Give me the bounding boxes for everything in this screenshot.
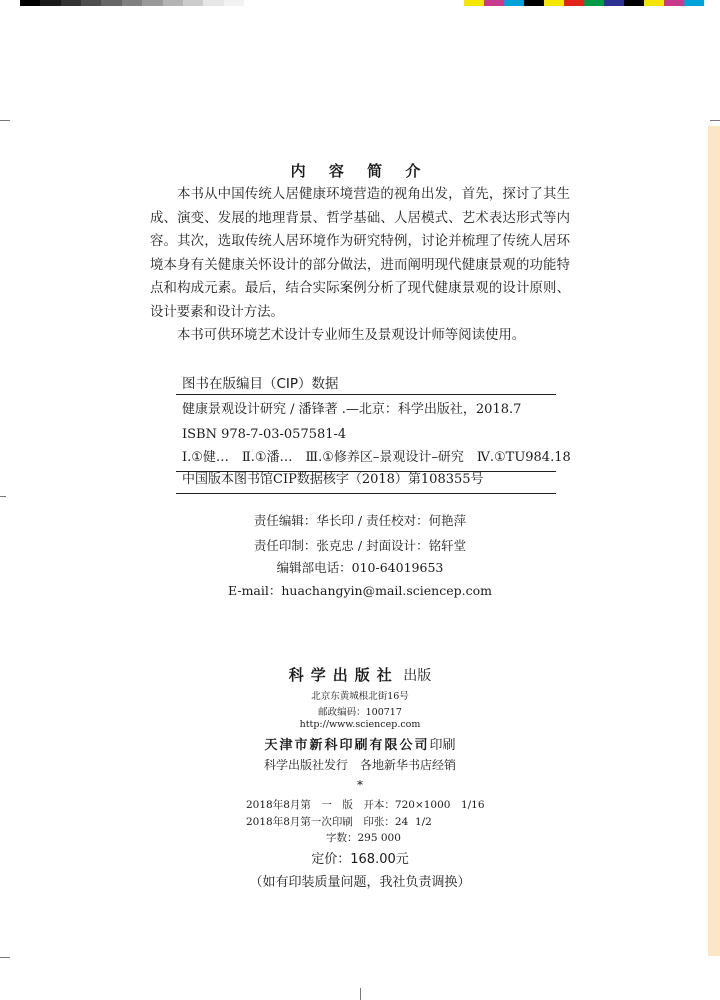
crop-mark — [360, 988, 361, 1000]
printer-suffix: 印刷 — [429, 738, 456, 753]
color-registration-bar — [464, 0, 704, 6]
color-swatch — [604, 0, 624, 6]
gray-swatch — [20, 0, 40, 6]
cip-title: 图书在版编目（CIP）数据 — [182, 376, 339, 392]
crop-mark — [0, 957, 10, 958]
editorial-phone: 编辑部电话：010-64019653 — [276, 560, 444, 575]
publisher-postcode: 邮政编码：100717 — [318, 707, 402, 718]
publisher-suffix: 出版 — [403, 668, 432, 684]
abstract-title: 内 容 简 介 — [290, 162, 430, 180]
printer-name: 天津市新科印刷有限公司 — [264, 738, 430, 753]
crop-mark — [710, 120, 720, 121]
color-swatch — [664, 0, 684, 6]
quality-notice: （如有印装质量问题，我社负责调换） — [249, 875, 471, 890]
publisher-logo: 科学出版社 — [288, 666, 399, 684]
abstract-paragraph: 本书从中国传统人居健康环境营造的视角出发，首先，探讨了其生成、演变、发展的地理背景、哲学基础、人居模式、艺术表达形式等内容。其次，选取传统人居环境作为研究特例，讨论并梳理了传统人居环境本身有关健康关怀设计的部分做法，进而阐明现代健康景观的功能特点和构成元素。最后，结合实际案例分析了现代健康景观的设计原则、设计要素和设计方法。 — [150, 187, 570, 320]
color-swatch — [564, 0, 584, 6]
color-swatch — [644, 0, 664, 6]
responsible-print-design: 责任印制：张克忠 / 封面设计：铭轩堂 — [253, 538, 467, 553]
gray-swatch — [81, 0, 101, 6]
gray-swatch — [101, 0, 121, 6]
cip-line: Ⅰ.①健… Ⅱ.①潘… Ⅲ.①修养区–景观设计–研究 Ⅳ.①TU984.18 — [182, 450, 571, 465]
gray-swatch — [61, 0, 81, 6]
color-swatch — [584, 0, 604, 6]
price: 定价：168.00元 — [311, 852, 409, 867]
color-swatch — [504, 0, 524, 6]
abstract-body — [150, 183, 570, 348]
publisher-address: 北京东黄城根北街16号 — [311, 691, 409, 702]
gray-swatch — [142, 0, 162, 6]
publisher-website: http://www.sciencep.com — [299, 719, 421, 730]
printing-spec: 2018年8月第一次印刷 印张：24 1/2 — [246, 816, 432, 828]
responsible-editors: 责任编辑：华长印 / 责任校对：何艳萍 — [253, 513, 467, 528]
cip-line: 中国版本图书馆CIP数据核字（2018）第108355号 — [182, 472, 484, 487]
crop-mark — [0, 496, 6, 497]
color-swatch — [624, 0, 644, 6]
edition-spec: 2018年8月第 一 版 开本：720×1000 1/16 — [246, 799, 485, 811]
editorial-email: E-mail：huachangyin@mail.sciencep.com — [228, 583, 492, 598]
cip-line: ISBN 978-7-03-057581-4 — [182, 427, 347, 442]
abstract-paragraph: 本书可供环境艺术设计专业师生及景观设计师等阅读使用。 — [177, 328, 526, 343]
cip-line: 健康景观设计研究 / 潘锋著 .—北京：科学出版社，2018.7 — [182, 402, 522, 417]
cip-bottom-rule — [176, 493, 556, 494]
color-swatch — [484, 0, 504, 6]
color-swatch — [684, 0, 704, 6]
color-swatch — [524, 0, 544, 6]
gray-swatch — [122, 0, 142, 6]
cip-top-rule — [176, 394, 556, 395]
word-count: 字数：295 000 — [326, 832, 401, 844]
printer-line — [0, 734, 720, 753]
gray-swatch — [183, 0, 203, 6]
gray-swatch — [163, 0, 183, 6]
grayscale-registration-bar — [20, 0, 244, 6]
gray-swatch — [203, 0, 223, 6]
color-swatch — [464, 0, 484, 6]
publisher-line — [0, 664, 720, 685]
gray-swatch — [224, 0, 244, 6]
gray-swatch — [40, 0, 60, 6]
separator-star: * — [357, 778, 363, 792]
color-swatch — [544, 0, 564, 6]
distribution: 科学出版社发行 各地新华书店经销 — [263, 758, 456, 772]
crop-mark — [0, 120, 10, 121]
